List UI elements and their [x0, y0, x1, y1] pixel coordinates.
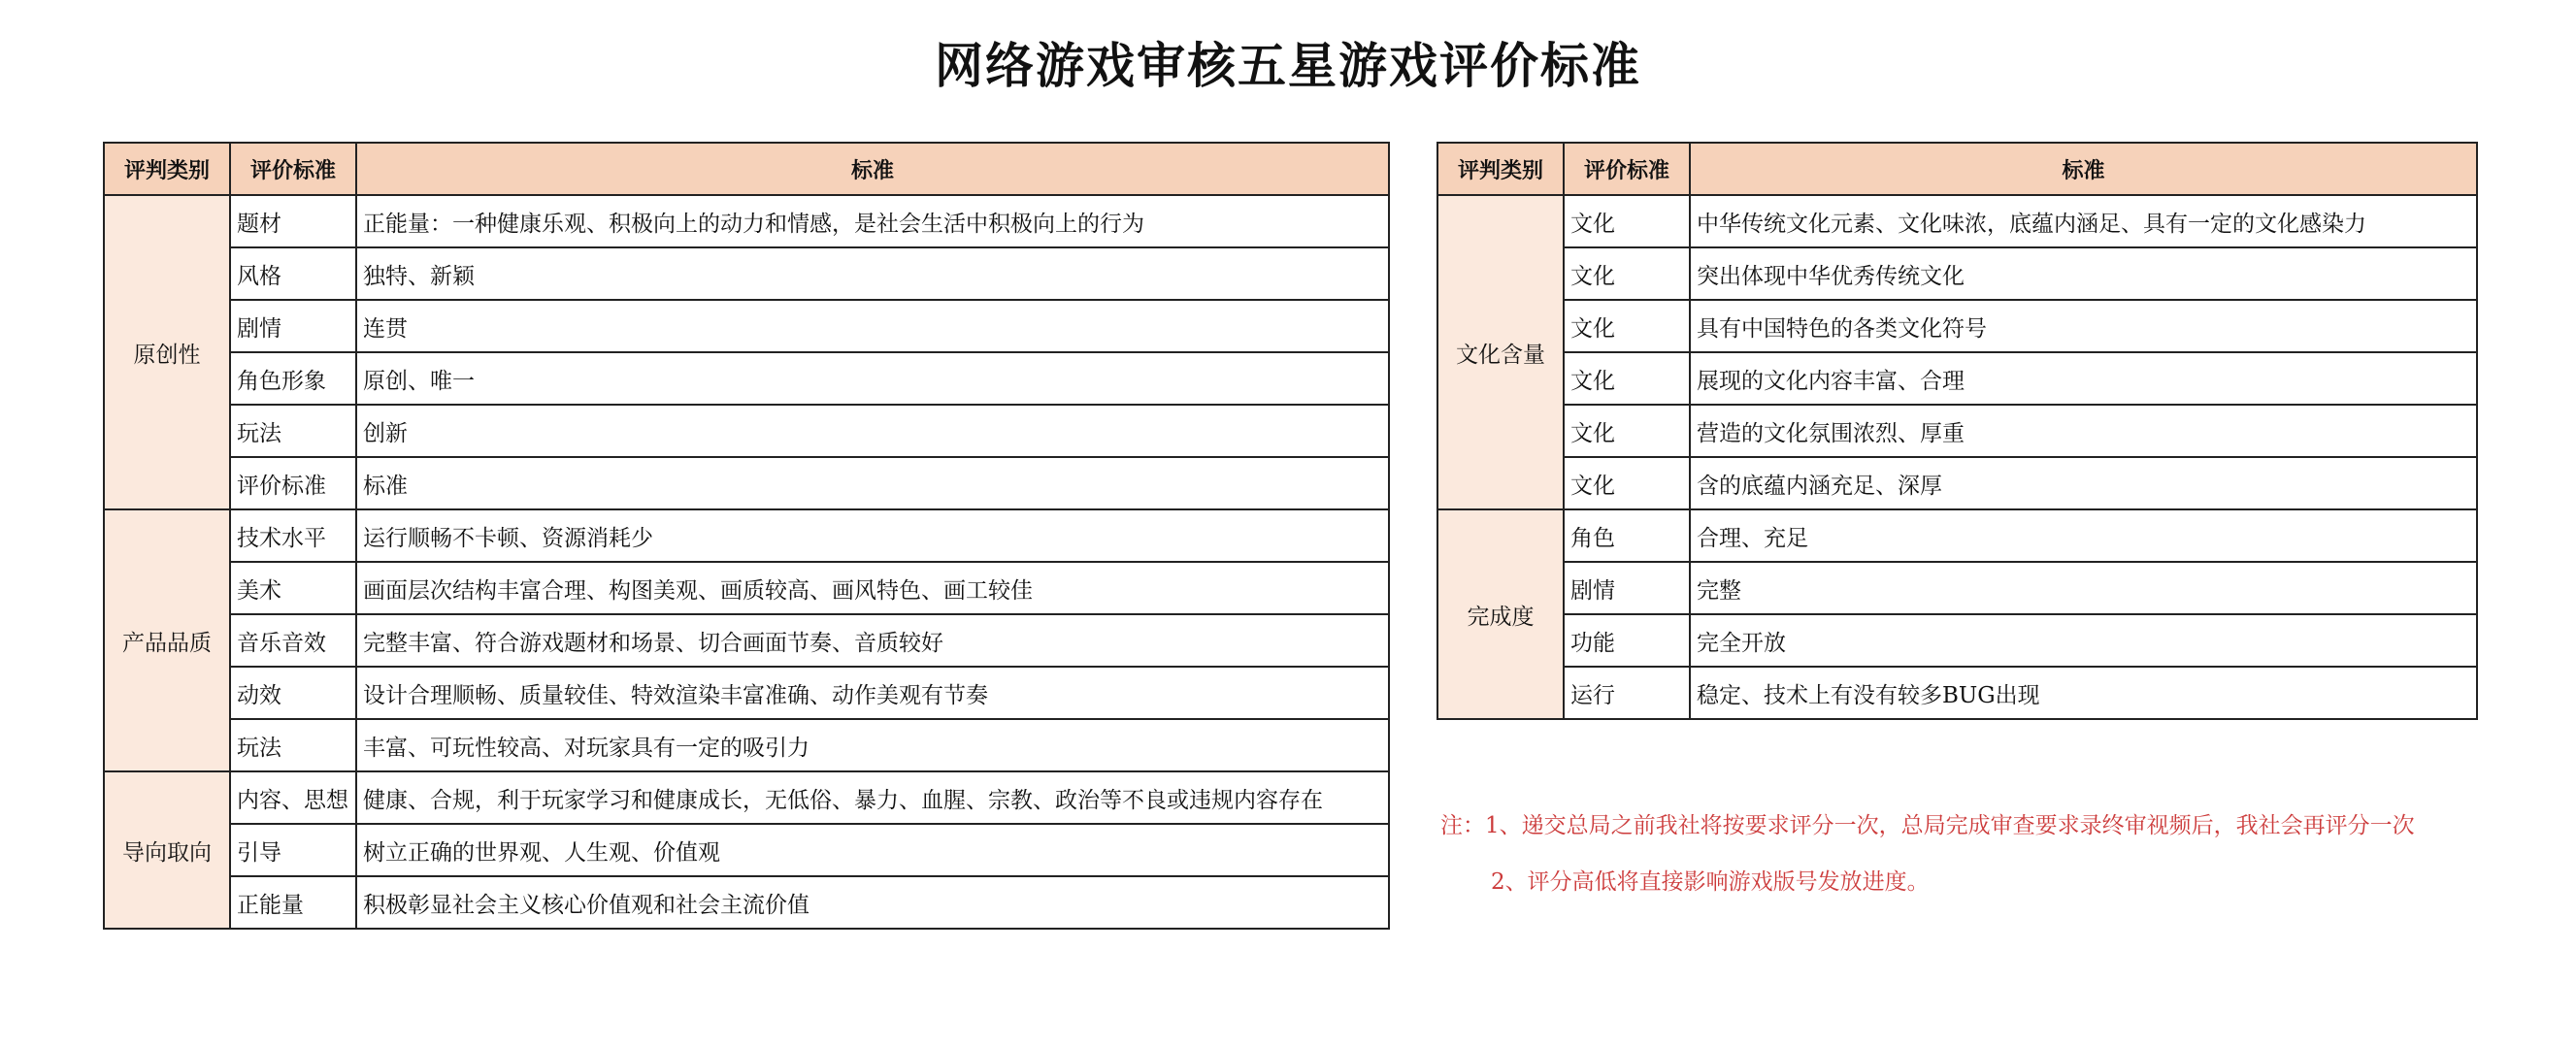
header-category: 评判类别 [1437, 143, 1564, 195]
standard-cell: 合理、充足 [1690, 509, 2477, 562]
table-body [104, 195, 1389, 929]
criterion-cell: 风格 [230, 247, 356, 300]
standard-cell: 展现的文化内容丰富、合理 [1690, 352, 2477, 405]
category-cell: 原创性 [104, 195, 230, 509]
standard-cell: 正能量：一种健康乐观、积极向上的动力和情感，是社会生活中积极向上的行为 [356, 195, 1389, 247]
criterion-cell: 美术 [230, 562, 356, 614]
note-line-2: 2、评分高低将直接影响游戏版号发放进度。 [1491, 869, 1930, 895]
table-row [104, 457, 1389, 509]
criterion-cell: 引导 [230, 824, 356, 876]
category-cell: 完成度 [1437, 509, 1564, 719]
notes-block [1440, 798, 2415, 910]
standard-cell: 完整 [1690, 562, 2477, 614]
standard-cell: 设计合理顺畅、质量较佳、特效渲染丰富准确、动作美观有节奏 [356, 667, 1389, 719]
standard-cell: 营造的文化氛围浓烈、厚重 [1690, 405, 2477, 457]
header-criterion: 评价标准 [230, 143, 356, 195]
standard-cell: 丰富、可玩性较高、对玩家具有一定的吸引力 [356, 719, 1389, 771]
right-criteria-table [1437, 142, 2478, 720]
table-row [1437, 405, 2477, 457]
criterion-cell: 文化 [1564, 247, 1690, 300]
standard-cell: 健康、合规，利于玩家学习和健康成长，无低俗、暴力、血腥、宗教、政治等不良或违规内容存在 [356, 771, 1389, 824]
criterion-cell: 剧情 [1564, 562, 1690, 614]
criterion-cell: 文化 [1564, 405, 1690, 457]
standard-cell: 完整丰富、符合游戏题材和场景、切合画面节奏、音质较好 [356, 614, 1389, 667]
category-cell: 文化含量 [1437, 195, 1564, 509]
criterion-cell: 文化 [1564, 352, 1690, 405]
standard-cell: 具有中国特色的各类文化符号 [1690, 300, 2477, 352]
standard-cell: 创新 [356, 405, 1389, 457]
table-row [1437, 195, 2477, 247]
standard-cell: 完全开放 [1690, 614, 2477, 667]
left-criteria-table [103, 142, 1390, 930]
standard-cell: 树立正确的世界观、人生观、价值观 [356, 824, 1389, 876]
criterion-cell: 动效 [230, 667, 356, 719]
category-cell: 产品品质 [104, 509, 230, 771]
criterion-cell: 剧情 [230, 300, 356, 352]
standard-cell: 原创、唯一 [356, 352, 1389, 405]
table-row [104, 614, 1389, 667]
table-row [1437, 457, 2477, 509]
criterion-cell: 角色 [1564, 509, 1690, 562]
criterion-cell: 正能量 [230, 876, 356, 929]
table-row [1437, 667, 2477, 719]
header-category: 评判类别 [104, 143, 230, 195]
header-standard: 标准 [356, 143, 1389, 195]
table-row [1437, 562, 2477, 614]
table-row [1437, 352, 2477, 405]
standard-cell: 独特、新颖 [356, 247, 1389, 300]
table-row [104, 300, 1389, 352]
standard-cell: 含的底蕴内涵充足、深厚 [1690, 457, 2477, 509]
table-row [1437, 247, 2477, 300]
criterion-cell: 评价标准 [230, 457, 356, 509]
criterion-cell: 文化 [1564, 457, 1690, 509]
criterion-cell: 玩法 [230, 405, 356, 457]
table-row [104, 405, 1389, 457]
table-row [104, 719, 1389, 771]
table-header-row [1437, 143, 2477, 195]
standard-cell: 中华传统文化元素、文化味浓，底蕴内涵足、具有一定的文化感染力 [1690, 195, 2477, 247]
criterion-cell: 功能 [1564, 614, 1690, 667]
table-header-row [104, 143, 1389, 195]
criterion-cell: 玩法 [230, 719, 356, 771]
table-row [104, 195, 1389, 247]
header-standard: 标准 [1690, 143, 2477, 195]
table-row [104, 824, 1389, 876]
table-row [104, 562, 1389, 614]
table-row [104, 247, 1389, 300]
standard-cell: 标准 [356, 457, 1389, 509]
criterion-cell: 运行 [1564, 667, 1690, 719]
header-criterion: 评价标准 [1564, 143, 1690, 195]
standard-cell: 连贯 [356, 300, 1389, 352]
criterion-cell: 内容、思想 [230, 771, 356, 824]
table-row [104, 509, 1389, 562]
criterion-cell: 技术水平 [230, 509, 356, 562]
standard-cell: 运行顺畅不卡顿、资源消耗少 [356, 509, 1389, 562]
criterion-cell: 音乐音效 [230, 614, 356, 667]
criterion-cell: 题材 [230, 195, 356, 247]
criterion-cell: 角色形象 [230, 352, 356, 405]
note-line-1: 注：1、递交总局之前我社将按要求评分一次，总局完成审查要求录终审视频后，我社会再评分一次 [1440, 813, 2415, 838]
table-row [104, 876, 1389, 929]
standard-cell: 画面层次结构丰富合理、构图美观、画质较高、画风特色、画工较佳 [356, 562, 1389, 614]
table-row [104, 771, 1389, 824]
category-cell: 导向取向 [104, 771, 230, 929]
table-body [1437, 195, 2477, 719]
criterion-cell: 文化 [1564, 300, 1690, 352]
standard-cell: 积极彰显社会主义核心价值观和社会主流价值 [356, 876, 1389, 929]
standard-cell: 稳定、技术上有没有较多BUG出现 [1690, 667, 2477, 719]
table-row [1437, 614, 2477, 667]
table-row [1437, 509, 2477, 562]
table-row [104, 667, 1389, 719]
standard-cell: 突出体现中华优秀传统文化 [1690, 247, 2477, 300]
table-row [1437, 300, 2477, 352]
table-row [104, 352, 1389, 405]
page-title: 网络游戏审核五星游戏评价标准 [935, 38, 1641, 94]
criterion-cell: 文化 [1564, 195, 1690, 247]
